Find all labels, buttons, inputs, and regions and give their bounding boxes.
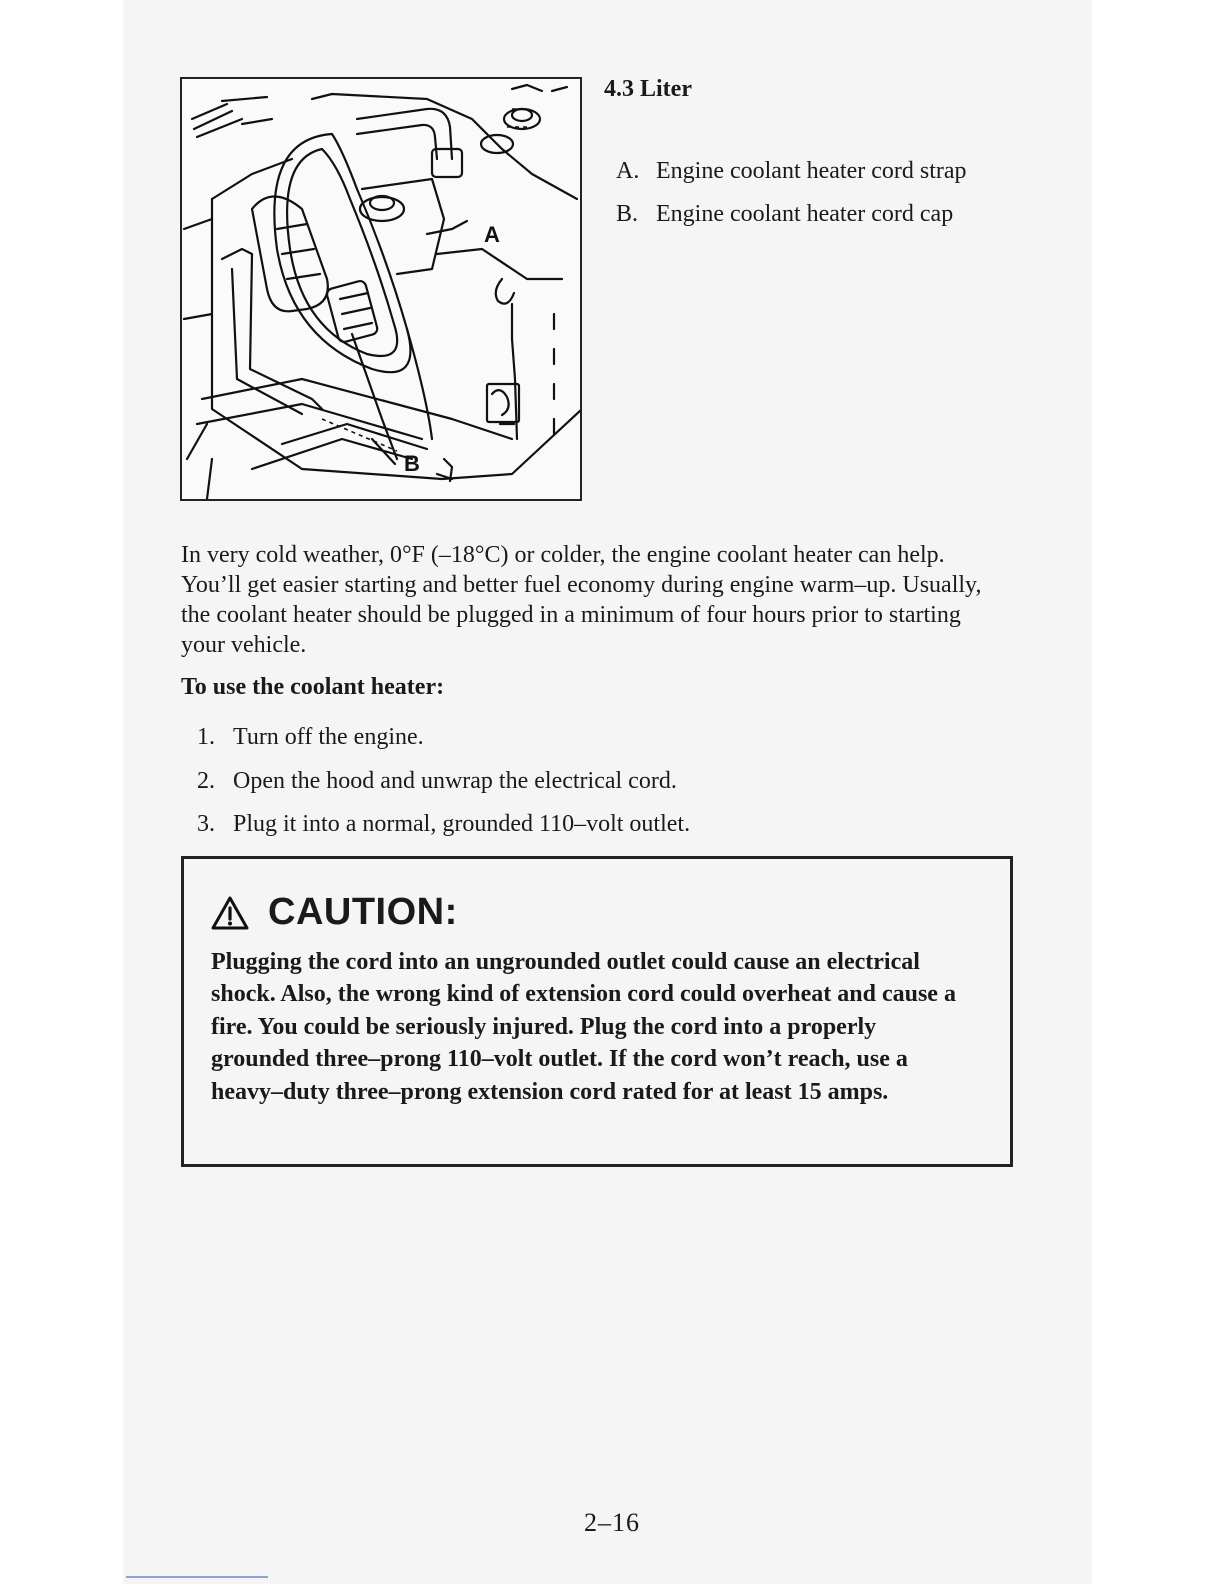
- list-item: [197, 716, 690, 760]
- engine-heater-illustration: [180, 77, 582, 501]
- legend-text: Engine coolant heater cord cap: [656, 201, 954, 227]
- engine-line-drawing: [182, 79, 582, 501]
- step-number: 1.: [197, 724, 215, 750]
- step-number: 2.: [197, 767, 215, 794]
- legend-item: [616, 150, 967, 193]
- step-text: Turn off the engine.: [233, 724, 424, 750]
- intro-paragraph: In very cold weather, 0°F (–18°C) or colder, the engine coolant heater can help. You’ll get easier starting and better fuel economy during engine warm–up. Usually, the coolant heater should be plugged in a minimum of four hours prior to starting your vehicle.: [181, 542, 982, 658]
- bottom-rule: [126, 1576, 268, 1578]
- instructions-heading: To use the coolant heater:: [181, 674, 445, 700]
- callout-label-b: B: [404, 451, 420, 476]
- caution-header: [210, 891, 458, 934]
- legend-key: A.: [616, 158, 640, 184]
- legend-item: [616, 193, 967, 236]
- engine-size-heading: 4.3 Liter: [604, 76, 692, 102]
- list-item: [197, 760, 690, 804]
- step-text: Plug it into a normal, grounded 110–volt outlet.: [233, 811, 691, 837]
- warning-triangle-icon: [210, 895, 250, 931]
- page-number: 2–16: [584, 1508, 640, 1537]
- caution-title: CAUTION:: [268, 891, 458, 933]
- legend-text: Engine coolant heater cord strap: [656, 158, 967, 184]
- step-text: Open the hood and unwrap the electrical cord.: [233, 767, 677, 794]
- legend-key: B.: [616, 201, 639, 227]
- instruction-list: [197, 716, 690, 847]
- figure-legend: [616, 150, 967, 236]
- step-number: 3.: [197, 811, 215, 837]
- caution-box: [181, 856, 1013, 1167]
- list-item: [197, 803, 690, 847]
- callout-label-a: A: [484, 222, 500, 247]
- caution-text: Plugging the cord into an ungrounded outlet could cause an electrical shock. Also, the wrong kind of extension cord could overheat and cause a fire. You could be seriously injured. Plug the cord into a properly grounded three–prong 110–volt outlet. If the cord won’t reach, use a heavy–duty three–prong extension cord rated for at least 15 amps.: [211, 949, 956, 1105]
